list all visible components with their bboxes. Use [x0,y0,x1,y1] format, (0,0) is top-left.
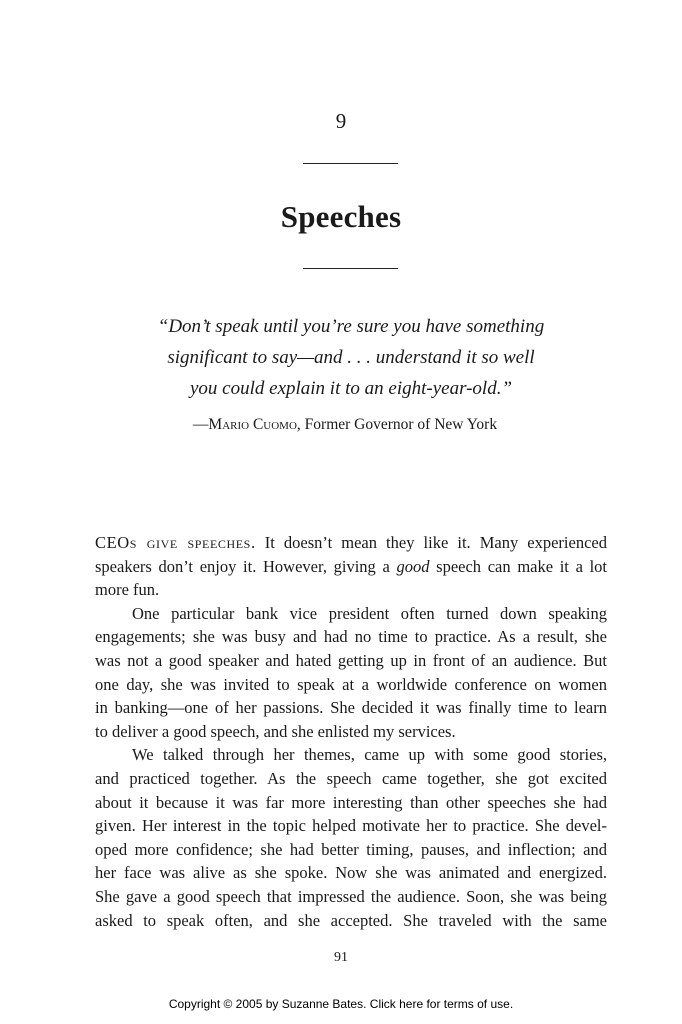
copyright-notice [0,995,682,1013]
body-line [95,555,607,579]
body-line: was not a good speaker and hated getting up in front of an audience. But [95,650,607,670]
terms-of-use-link[interactable]: Click here for terms of use. [369,997,514,1011]
body-line: one day, she was invited to speak at a worldwide conference on women [95,674,607,694]
body-line: to deliver a good speech, and she enlisted my services. [95,721,456,741]
body-line: We talked through her themes, came up with some good stories, [132,745,607,765]
body-line-text: speech can make it a lot [429,556,607,576]
epigraph-quote [120,311,582,404]
body-line: about it because it was far more interesting than other speeches she had [95,792,607,812]
body-line: more fun. [95,580,160,600]
emphasis-word: good [396,556,430,576]
body-line: given. Her interest in the topic helped motivate her to practice. She devel- [95,816,607,836]
body-line: and practiced together. As the speech came together, she got excited [95,768,607,788]
title-rule-top [303,163,398,164]
body-line: One particular bank vice president often turned down speaking [132,603,607,623]
body-line: oped more confidence; she had better timing, pauses, and inflection; and [95,839,607,859]
epigraph-attribution [0,414,682,436]
epigraph-line: significant to say—and . . . understand it so well [167,347,535,368]
epigraph-line: you could explain it to an eight-year-old.” [189,378,513,399]
body-line: in banking—one of her passions. She decided it was finally time to learn [95,698,607,718]
page-number: 91 [334,950,348,965]
attribution-dash: — [192,416,209,433]
body-line-text: It doesn’t mean they like it. Many experienced [255,533,607,552]
body-text [95,531,607,932]
body-line: She gave a good speech that impressed the audience. Soon, she was being [95,886,607,906]
title-rule-bottom [303,268,398,269]
attribution-author: Mario Cuomo [208,416,297,433]
copyright-text: Copyright © 2005 by Suzanne Bates. [168,997,370,1011]
body-line [95,531,607,555]
chapter-title: Speeches [280,199,402,234]
body-line: her face was alive as she spoke. Now she was animated and energized. [95,863,607,883]
chapter-number: 9 [335,109,347,133]
lead-in-caps: CEOs give speeches. [95,533,256,552]
epigraph-line: “Don’t speak until you’re sure you have something [157,316,545,337]
body-line-text: speakers don’t enjoy it. However, giving a [95,556,397,576]
body-line: engagements; she was busy and had no time to practice. As a result, she [95,627,607,647]
body-line: asked to speak often, and she accepted. She traveled with the same [95,910,607,930]
attribution-title: , Former Governor of New York [296,416,498,433]
